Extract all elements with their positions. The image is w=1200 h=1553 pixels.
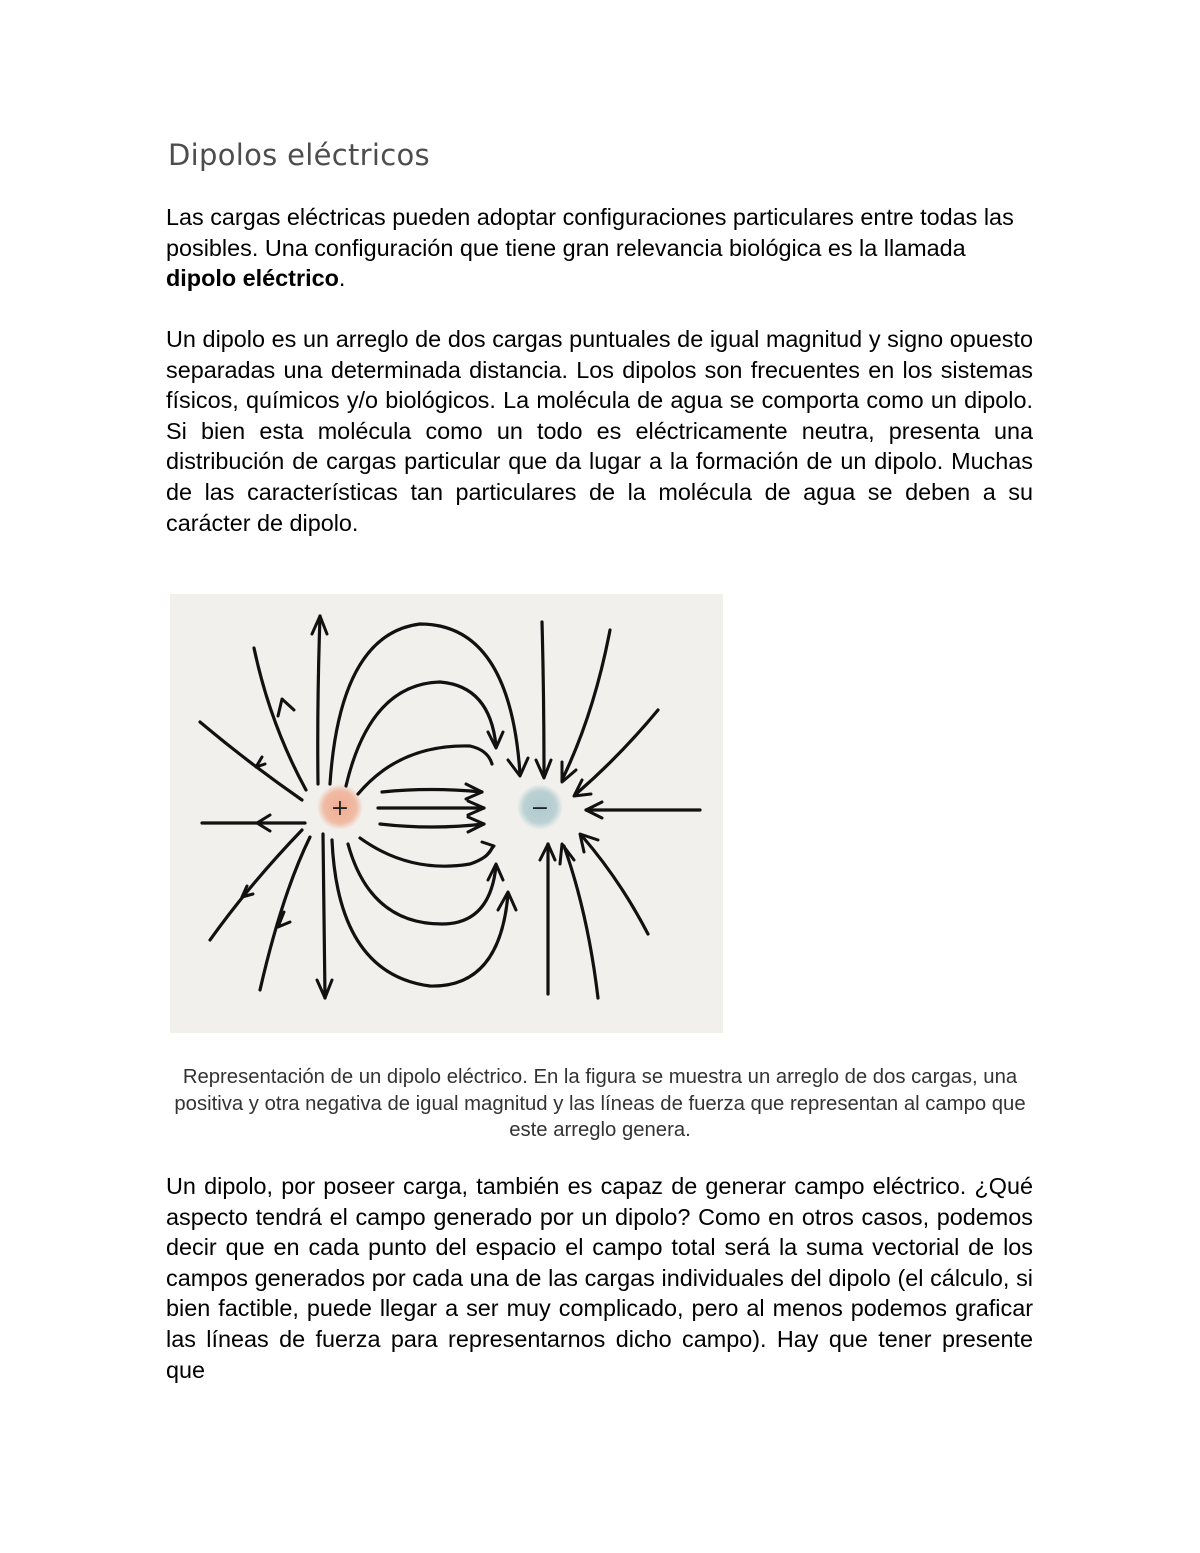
field-line-arc-upper-inner	[346, 682, 496, 786]
dipole-figure	[170, 594, 723, 1033]
field-arrow-arc-lower-near	[482, 842, 494, 856]
field-line-lower-right-1	[582, 836, 648, 934]
paragraph-dipole-definition: Un dipolo es un arreglo de dos cargas puntuales de igual magnitud y signo opuesto separadas una determinada distancia. Los dipolos son frecuentes en los sistemas físicos, químicos y/o biológicos. La molécula de agua se comporta como un dipolo. Si bien esta molécula como un todo es eléctricamente neutra, presenta una distribución de cargas particular que da lugar a la formación de un dipolo. Muchas de las características tan particulares de la molécula de agua se deben a su carácter de dipolo.	[166, 326, 1033, 536]
field-line-center-1	[382, 790, 482, 793]
field-line-upper-left-1	[254, 648, 306, 790]
positive-sign: +	[330, 796, 350, 821]
figure-caption: Representación de un dipolo eléctrico. En la figura se muestra un arreglo de dos cargas, una positiva y otra negativa de igual magnitud y las líneas de fuerza que representan al campo que este arreglo genera.	[174, 1066, 1026, 1141]
paragraph-intro	[166, 202, 1033, 294]
field-line-upper-left-2	[200, 722, 302, 800]
paragraph-dipole-field: Un dipolo, por poseer carga, también es capaz de generar campo eléctrico. ¿Qué aspecto tendrá el campo generado por un dipolo? Como en otros casos, podemos decir que en cada punto del espacio el campo total será la suma vectorial de los campos generados por cada una de las cargas individuales del dipolo (el cálculo, si bien factible, puede llegar a ser muy complicado, pero al menos podemos graficar las líneas de fuerza para representarnos dicho campo). Hay que tener presente que	[166, 1173, 1033, 1383]
field-arrow-upper-left-1	[278, 699, 294, 716]
field-line-arc-lower-outer	[332, 840, 508, 986]
field-line-arc-lower-inner	[348, 844, 496, 924]
field-line-center-3	[380, 824, 484, 827]
paragraph-intro-end: .	[338, 265, 346, 292]
field-line-upper-right-1	[562, 630, 610, 780]
page-title: Dipolos eléctricos	[168, 138, 430, 172]
dipolo-term-bold: dipolo eléctrico	[166, 265, 339, 292]
paragraph-intro-text: Las cargas eléctricas pueden adoptar configuraciones particulares entre todas las posibles. Una configuración que tiene gran relevancia biológica es la llamada	[166, 204, 1014, 261]
negative-sign: −	[530, 796, 550, 821]
field-line-arc-lower-near	[360, 838, 492, 866]
field-line-upper-right-2	[576, 710, 658, 794]
field-line-up-right-vertical	[542, 622, 544, 776]
field-line-down-vertical	[323, 834, 325, 998]
field-line-up-vertical	[318, 616, 320, 784]
dipole-field-drawing	[170, 594, 723, 1033]
field-arrow-upper-left-2	[256, 757, 265, 767]
field-line-lower-right-2	[564, 846, 598, 998]
